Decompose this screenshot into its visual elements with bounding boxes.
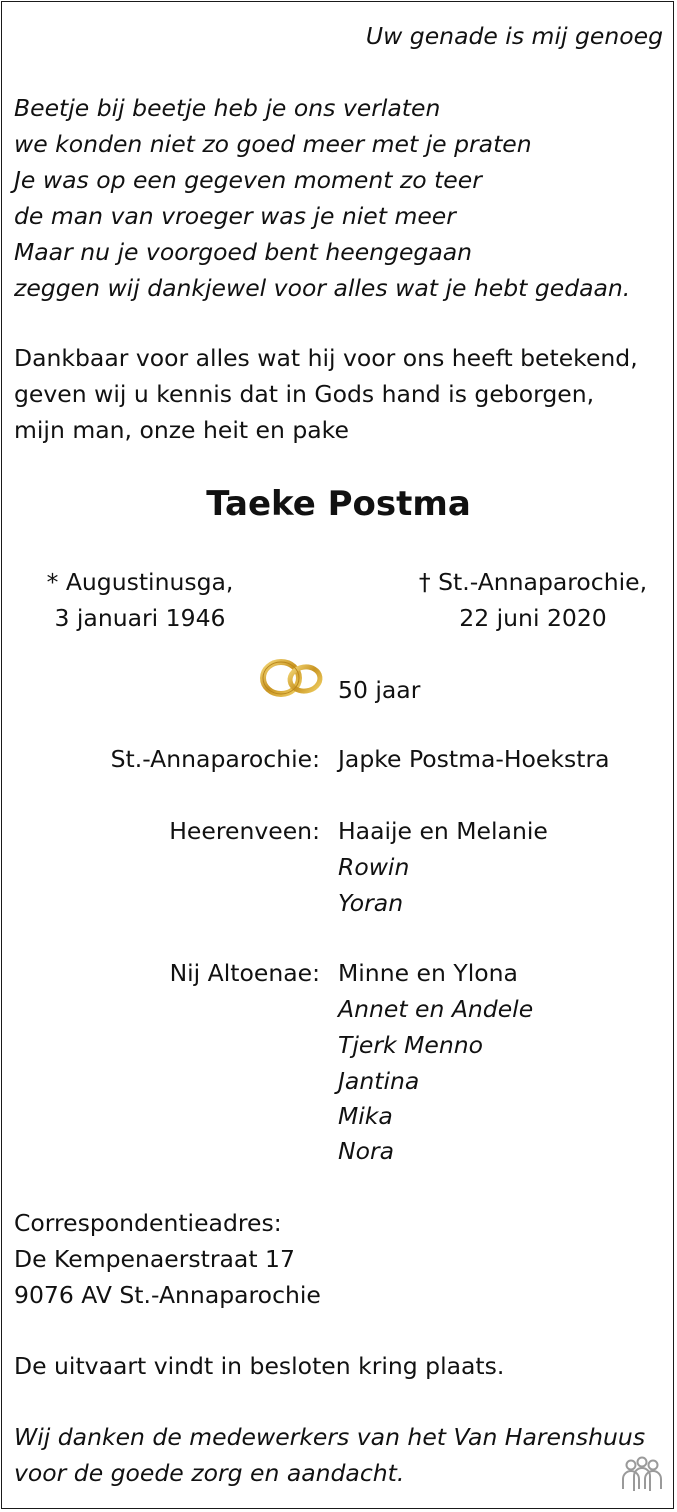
family-member: Minne en Ylona bbox=[338, 959, 518, 987]
grandchild: Rowin bbox=[338, 853, 410, 881]
poem-line: de man van vroeger was je niet meer bbox=[14, 202, 456, 230]
family-place: St.-Annaparochie: bbox=[110, 745, 320, 773]
intro-line: Dankbaar voor alles wat hij voor ons heeft betekend, bbox=[14, 344, 638, 372]
poem-line: Je was op een gegeven moment zo teer bbox=[14, 166, 482, 194]
death-date: 22 juni 2020 bbox=[459, 604, 607, 632]
birth-date: 3 januari 1946 bbox=[54, 604, 226, 632]
poem-line: Maar nu je voorgoed bent heengegaan bbox=[14, 238, 473, 266]
address-line: 9076 AV St.-Annaparochie bbox=[14, 1281, 321, 1309]
grandchild: Nora bbox=[338, 1137, 395, 1165]
poem bbox=[14, 90, 630, 306]
marriage-years: 50 jaar bbox=[338, 676, 421, 704]
intro-line: geven wij u kennis dat in Gods hand is geborgen, bbox=[14, 380, 595, 408]
deceased-name: Taeke Postma bbox=[206, 484, 471, 524]
family-place: Heerenveen: bbox=[169, 817, 320, 845]
wedding-rings-icon bbox=[258, 655, 326, 699]
address-line: Correspondentieadres: bbox=[14, 1209, 282, 1237]
grandchild: Mika bbox=[338, 1102, 393, 1130]
motto: Uw genade is mij genoeg bbox=[365, 22, 663, 50]
thanks-line: Wij danken de medewerkers van het Van Harenshuus bbox=[14, 1423, 646, 1451]
correspondence-address bbox=[14, 1205, 321, 1313]
grandchild: Annet en Andele bbox=[338, 995, 534, 1023]
thanks-line: voor de goede zorg en aandacht. bbox=[14, 1459, 405, 1487]
grandchild: Yoran bbox=[338, 889, 404, 917]
funeral-note: De uitvaart vindt in besloten kring plaats. bbox=[14, 1352, 505, 1380]
community-logo-icon bbox=[619, 1455, 665, 1495]
family-place: Nij Altoenae: bbox=[169, 959, 320, 987]
poem-line: zeggen wij dankjewel voor alles wat je hebt gedaan. bbox=[14, 274, 631, 302]
address-line: De Kempenaerstraat 17 bbox=[14, 1245, 295, 1273]
grandchild: Tjerk Menno bbox=[338, 1031, 483, 1059]
family-member: Japke Postma-Hoekstra bbox=[338, 745, 610, 773]
intro-text bbox=[14, 340, 638, 448]
poem-line: Beetje bij beetje heb je ons verlaten bbox=[14, 94, 441, 122]
poem-line: we konden niet zo goed meer met je praten bbox=[14, 130, 532, 158]
death-place: † St.-Annaparochie, bbox=[418, 568, 648, 596]
intro-line: mijn man, onze heit en pake bbox=[14, 416, 349, 444]
grandchild: Jantina bbox=[338, 1067, 420, 1095]
birth-place: * Augustinusga, bbox=[46, 568, 234, 596]
family-member: Haaije en Melanie bbox=[338, 817, 548, 845]
